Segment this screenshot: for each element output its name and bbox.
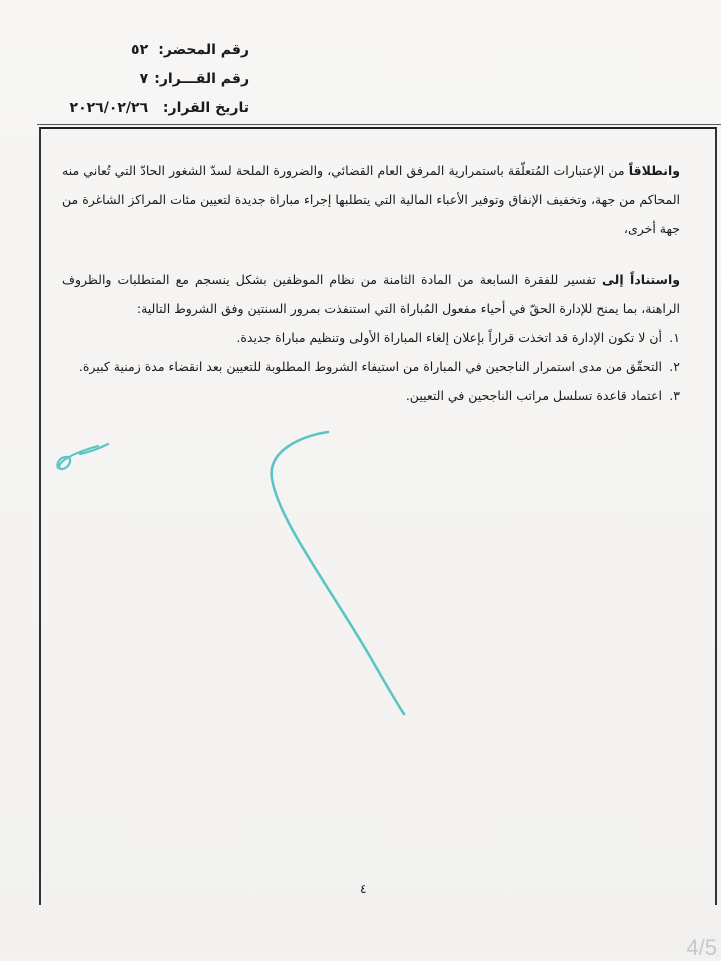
decision-header xyxy=(70,36,249,123)
list-item-text: أن لا تكون الإدارة قد اتخذت قراراً بإعلان إلغاء المباراة الأولى وتنظيم مباراة جديدة. xyxy=(236,330,662,345)
list-item xyxy=(62,323,680,352)
paragraph-lead-word: وانطلاقاً xyxy=(628,163,680,178)
decision-date-row xyxy=(70,94,249,123)
decision-date-label: تاريخ القرار: xyxy=(162,100,249,116)
decision-number-value: ٧ xyxy=(139,71,149,87)
minutes-number-row xyxy=(70,36,249,65)
minutes-number-value: ٥٢ xyxy=(131,42,149,58)
decision-body xyxy=(62,156,680,410)
minutes-number-label: رقم المحضر: xyxy=(158,42,249,58)
decision-number-row xyxy=(70,65,249,94)
paragraph-text: تفسير للفقرة السابعة من المادة الثامنة من نظام الموظفين بشكل ينسجم مع المتطلبات والظروف الراهنة، بما يمنح للإدارة الحقّ في أحياء مفعول المُباراة التي استنفذت بمرور السنتين وفق الشروط التالية: xyxy=(62,272,680,316)
decision-date-value: ٢٠٢٦/٠٢/٢٦ xyxy=(69,100,149,116)
list-item xyxy=(62,381,680,410)
page-number: ٤ xyxy=(360,882,367,896)
initials-signature xyxy=(50,428,120,478)
paragraph-considerations xyxy=(62,156,680,243)
paragraph-text: من الإعتبارات المُتعلّقة باستمرارية المرفق العام القضائي، والضرورة الملحة لسدّ الشغور الحادّ التي تُعاني منه المحاكم من جهة، وتخفيف الإنفاق وتوفير الأعباء المالية التي يتطلبها إجراء مباراة جديدة لتعيين مئات المراكز الشاغرة من جهة أخرى، xyxy=(62,163,680,236)
conditions-list xyxy=(62,323,680,410)
page-counter: 4/5 xyxy=(686,935,717,960)
list-item-number: ٢. xyxy=(669,359,680,374)
list-item-number: ٣. xyxy=(669,388,680,403)
list-item xyxy=(62,352,680,381)
paragraph-lead-word: واستناداً إلى xyxy=(602,272,681,287)
paragraph-basis xyxy=(62,265,680,323)
list-item-text: التحقّق من مدى استمرار الناجحين في المباراة من استيفاء الشروط المطلوبة للتعيين بعد انقضاء مدة زمنية كبيرة. xyxy=(78,359,662,374)
decision-number-label: رقم القـــرار: xyxy=(154,71,249,87)
list-item-number: ١. xyxy=(669,330,680,345)
list-item-text: اعتماد قاعدة تسلسل مراتب الناجحين في التعيين. xyxy=(405,388,662,403)
main-signature xyxy=(262,420,432,720)
